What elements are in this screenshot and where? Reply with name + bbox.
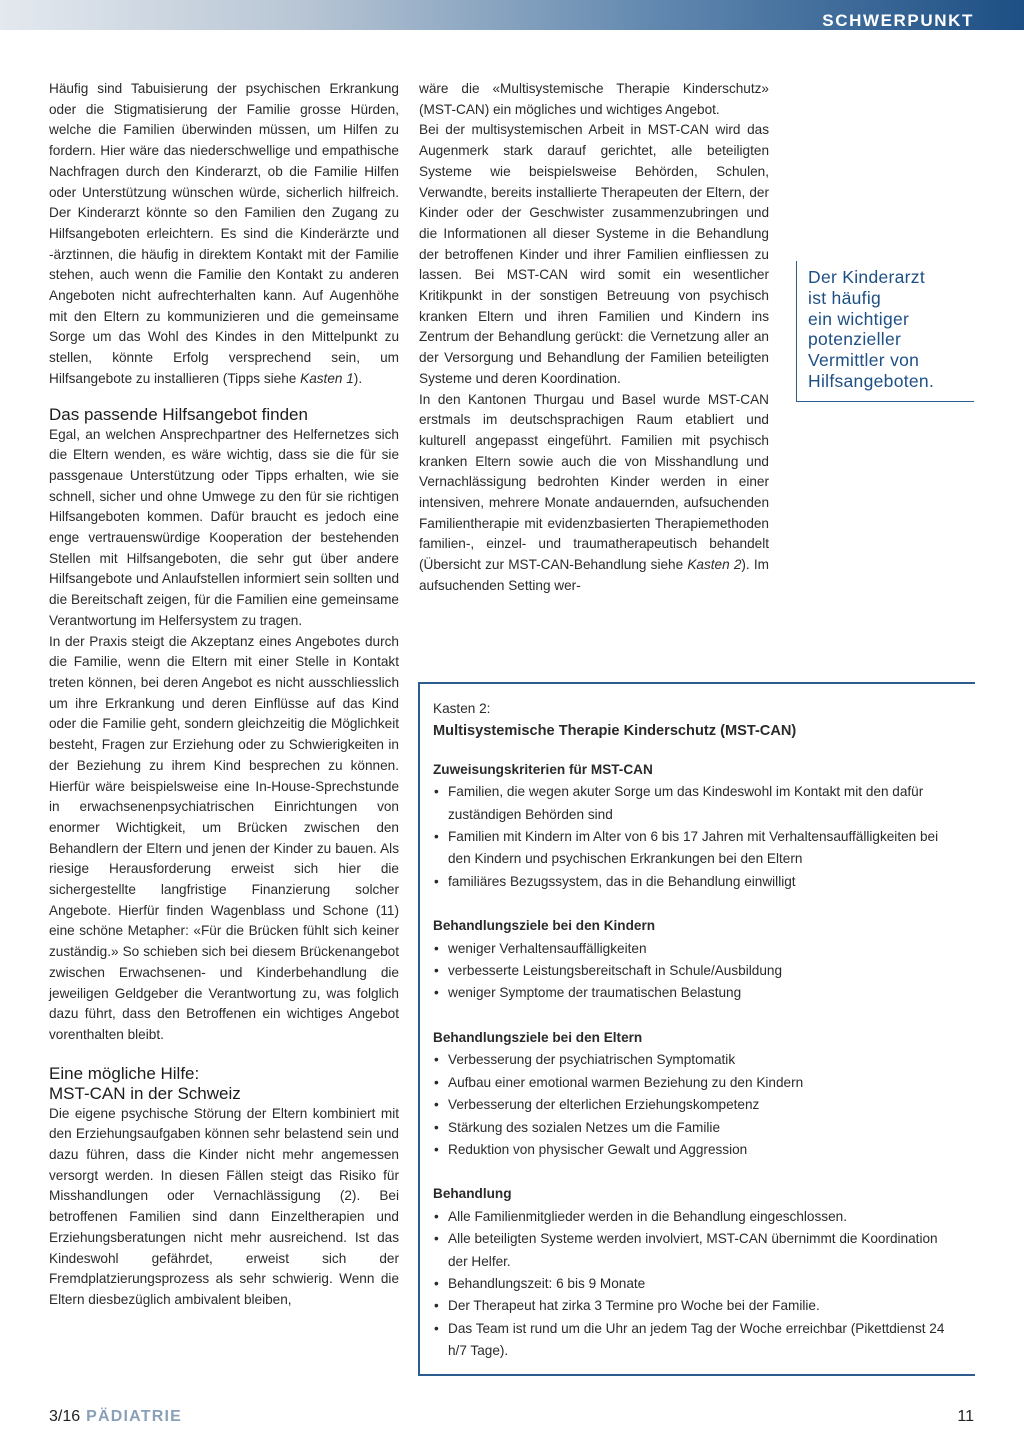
box-section <box>433 1027 975 1161</box>
list-item: • Reduktion von physischer Gewalt und Aggression <box>433 1139 958 1161</box>
header-bar <box>0 0 1024 30</box>
issue-number: 3/16 <box>49 1408 81 1425</box>
subheading: Eine mögliche Hilfe: MST-CAN in der Schweiz <box>49 1063 241 1103</box>
box-section <box>433 915 975 1005</box>
list-item: • Familien mit Kindern im Alter von 6 bis 17 Jahren mit Verhaltensauffälligkeiten bei den Kindern und psychischen Erkrankungen bei den Eltern <box>433 826 958 871</box>
text-column-middle <box>419 79 769 597</box>
list-item: • Das Team ist rund um die Uhr an jedem Tag der Woche erreichbar (Pikettdienst 24 h/7 Tage). <box>433 1318 958 1363</box>
box-section-heading: Behandlungsziele bei den Eltern <box>433 1029 643 1045</box>
kasten-reference: Kasten 2 <box>687 557 742 573</box>
text-column-left <box>49 79 399 1311</box>
kasten-reference: Kasten 1 <box>300 370 354 386</box>
list-item: • familiäres Bezugssystem, das in die Behandlung einwilligt <box>433 871 958 893</box>
list-item: • Alle beteiligten Systeme werden involviert, MST-CAN übernimmt die Koordination der Helfer. <box>433 1228 958 1273</box>
box-section-heading: Behandlung <box>433 1186 512 1202</box>
paragraph: In der Praxis steigt die Akzeptanz eines Angebotes durch die Familie, wenn die Eltern mit einer Stelle in Kontakt treten können, bei deren Angebot es nicht ausschliesslich um ihre Erkrankung und deren Einflüsse auf das Kind oder die Familie geht, sondern gleichzeitig die Möglichkeit besteht, Fragen zur Erziehung oder zu Schwierigkeiten in der Beziehung zu ihrem Kind besprechen zu können. Hierfür wäre beispielsweise eine In-House-Sprechstunde in erwachsenenpsychiatrischen Einrichtungen von enormer Wichtigkeit, um Brücken zwischen den Behandlern der Eltern und jenen der Kinder zu bauen. Als riesige Herausforderung erweist sich hier die sichergestellte langfristige Finanzierung solcher Angebote. Hierfür finden Wagenblass und Schone (11) eine schöne Metapher: «Für die Brücken fühlt sich keiner zuständig.» So schieben sich bei diesem Brückenangebot zwischen Erwachsenen- und Kinderbehandlung die jeweiligen Geldgeber die Verantwortung zu, was folglich dazu führt, dass den Betroffenen ein wichtiges Angebot vorenthalten bleibt. <box>49 633 399 1042</box>
paragraph: Bei der multisystemischen Arbeit in MST-CAN wird das Augenmerk stark darauf gerichtet, alle beteiligten Systeme wie beispielsweise Behörden, Schulen, Verwandte, bereits installierte Therapeuten der Eltern, der Kinder oder der Geschwister zusammenzubringen und die Informationen all dieser Systeme in die Behandlung der betroffenen Kinder und ihrer Familien einfliessen zu lassen. Bei MST-CAN wird somit ein wesentlicher Kritikpunkt in der sonstigen Betreuung von psychisch kranken Eltern und ihren Familien und Kindern ins Zentrum der Behandlung gerückt: die Vernetzung aller an der Versorgung und Behandlung der Familien beteiligten Systeme und deren Koordination. <box>419 122 769 386</box>
paragraph: Häufig sind Tabuisierung der psychischen Erkrankung oder die Stigmatisierung der Familie grosse Hürden, welche die Familien überwinden müssen, um Hilfen zu fordern. Hier wäre das niederschwellige und empathische Nachfragen durch den Kinderarzt, ob die Familie Hilfen oder Unterstützung wünschen würde, sicherlich hilfreich. Der Kinderarzt könnte so den Familien den Zugang zu Hilfsangeboten erleichtern. Es sind die Kinderärzte und -ärztinnen, die häufig in direktem Kontakt mit der Familie stehen, auch wenn die Familie den Kontakt zu anderen Angeboten nicht aufrechterhalten kann. Auf Augenhöhe mit den Eltern zu kommunizieren und die gemeinsame Sorge um das Wohl des Kindes in den Mittelpunkt zu stellen, könnte Erfolg versprechend sein, um Hilfsangebote zu installieren (Tipps siehe Kasten 1). <box>49 81 399 386</box>
list-item: • weniger Symptome der traumatischen Belastung <box>433 982 958 1004</box>
list-item: • weniger Verhaltensauffälligkeiten <box>433 938 958 960</box>
page-number: 11 <box>957 1408 974 1425</box>
list-item: • Stärkung des sozialen Netzes um die Familie <box>433 1117 958 1139</box>
box-section <box>433 759 975 893</box>
list-item: • Der Therapeut hat zirka 3 Termine pro Woche bei der Familie. <box>433 1295 958 1317</box>
footer-issue <box>49 1408 182 1426</box>
list-item: • Alle Familienmitglieder werden in die Behandlung eingeschlossen. <box>433 1206 958 1228</box>
section-title: SCHWERPUNKT <box>822 11 974 30</box>
list-item: • Behandlungszeit: 6 bis 9 Monate <box>433 1273 958 1295</box>
info-box-kasten-2 <box>418 682 975 1376</box>
list-item: • Familien, die wegen akuter Sorge um das Kindeswohl im Kontakt mit den dafür zuständigen Behörden sind <box>433 781 958 826</box>
paragraph: Die eigene psychische Störung der Eltern kombiniert mit den Erziehungsaufgaben können sehr belastend sein und dazu führen, dass die Kinder nicht mehr angemessen versorgt werden. In diesen Fällen steigt das Risiko für Misshandlungen oder Vernachlässigung (2). Bei betroffenen Familien sind dann Einzeltherapien und Erziehungsberatungen nicht mehr ausreichend. Ist das Kindeswohl gefährdet, erweist sich der Fremdplatzierungsprozess als sehr schwierig. Wenn die Eltern diesbezüglich ambivalent bleiben, <box>49 1105 399 1307</box>
subheading: Das passende Hilfsangebot finden <box>49 404 308 424</box>
box-title: Multisystemische Therapie Kinderschutz (MST-CAN) <box>433 723 797 740</box>
magazine-name: PÄDIATRIE <box>86 1408 182 1425</box>
box-section-heading: Zuweisungskriterien für MST-CAN <box>433 761 653 777</box>
paragraph: Egal, an welchen Ansprechpartner des Helfernetzes sich die Eltern wenden, es wäre wichtig, dass sie die für sie passgenaue Unterstützung oder Tipps erhalten, wie sie schnell, sicher und ohne Umwege zu den für sie richtigen Hilfsangeboten kommen. Dafür braucht es jedoch eine enge vertrauenswürdige Kooperation der bestehenden Stellen mit Hilfsangeboten, die sehr gut über andere Hilfsangebote und Anlaufstellen informiert sein sollten und die Bereitschaft zeigen, für die Familien eine gemeinsame Verantwortung im Helfersystem zu tragen. <box>49 426 399 628</box>
box-label: Kasten 2: <box>433 701 491 716</box>
pull-quote: Der Kinderarzt ist häufig ein wichtiger potenzieller Vermittler von Hilfsangeboten. <box>796 261 974 402</box>
box-section-heading: Behandlungsziele bei den Kindern <box>433 918 656 934</box>
list-item: • Verbesserung der psychiatrischen Symptomatik <box>433 1049 958 1071</box>
paragraph: wäre die «Multisystemische Therapie Kinderschutz» (MST-CAN) ein mögliches und wichtiges Angebot. <box>419 81 769 117</box>
paragraph: In den Kantonen Thurgau und Basel wurde MST-CAN erstmals im deutschsprachigen Raum etabliert und kulturell angepasst eingeführt. Familien mit psychisch kranken Eltern sowie auch die von Misshandlung und Vernachlässigung bedrohten Kinder werden in einer intensiven, mehrere Monate andauernden, aufsuchenden Familientherapie mit evidenzbasierten Therapiemethoden familien-, einzel- und traumatherapeutisch behandelt (Übersicht zur MST-CAN-Behandlung siehe Kasten 2). Im aufsuchenden Setting wer- <box>419 391 769 593</box>
list-item: • Aufbau einer emotional warmen Beziehung zu den Kindern <box>433 1072 958 1094</box>
box-section <box>433 1183 975 1362</box>
list-item: • verbesserte Leistungsbereitschaft in Schule/Ausbildung <box>433 960 958 982</box>
list-item: • Verbesserung der elterlichen Erziehungskompetenz <box>433 1094 958 1116</box>
